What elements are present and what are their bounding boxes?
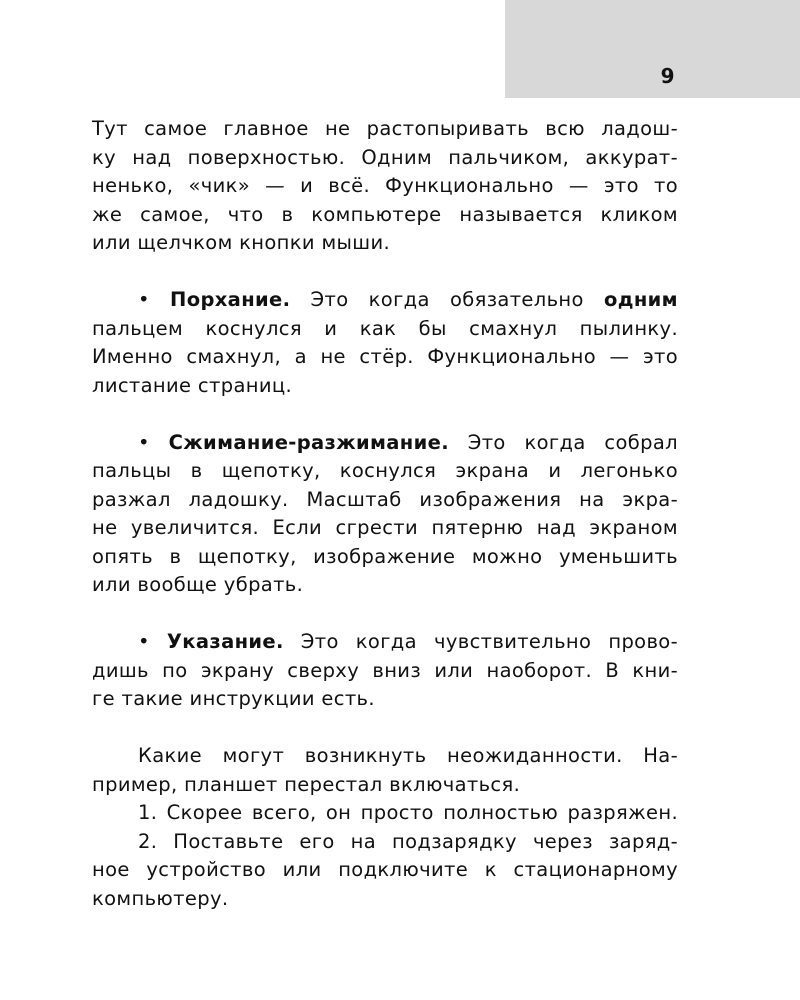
swipe-term: Порхание. [170,288,291,311]
step-line: компьютеру. [92,886,229,910]
swipe-line: пальцем коснулся и как бы смахнул пылинку. [92,316,678,340]
intro-line: ненько, «чик» — и всё. Функционально — это то [92,174,678,197]
intro-line: Тут самое главное не растопыривать всю ладош- [92,117,678,140]
swipe-bullet-line [92,286,678,315]
bullet-marker: • [138,630,150,653]
step-line: ное устройство или подключите к стационарному [92,858,678,881]
surprises-line: пример, планшет перестал включаться. [92,772,521,796]
pinch-bullet-line [92,429,678,458]
page-body [92,115,678,913]
bullet-marker: • [138,430,150,454]
swipe-line: Именно смахнул, а не стёр. Функционально — это [92,345,678,368]
point-bullet-line [92,628,678,657]
point-line: дишь по экрану сверху вниз или наоборот. В кни- [92,658,678,682]
intro-line: же самое, что в компьютере называется кликом [92,202,678,226]
swipe-line: листание страниц. [92,373,293,397]
point-term: Указание. [166,630,284,653]
pinch-line: не увеличится. Если сгрести пятерню над экраном [92,516,678,539]
page-header-band [505,0,800,98]
swipe-text: Это когда обязательно [310,288,584,311]
intro-line: или щелчком кнопки мыши. [92,231,391,254]
surprises-line: Какие могут возникнуть неожиданности. На- [138,744,678,767]
point-line: ге такие инструкции есть. [92,687,375,710]
step-line: 1. Скорее всего, он просто полностью разряжен. [138,801,678,824]
pinch-line: разжал ладошку. Масштаб изображения на экра- [92,487,678,511]
swipe-emphasis: одним [603,288,678,311]
point-text: Это когда чувствительно прово- [300,630,678,653]
pinch-line: опять в щепотку, изображение можно уменьшить [92,544,678,568]
pinch-term: Сжимание-разжимание. [168,430,449,454]
step-line: 2. Поставьте его на подзарядку через заряд- [138,829,678,853]
pinch-text: Это когда собрал [467,430,678,454]
intro-line: ку над поверхностью. Одним пальчиком, аккурат- [92,145,678,169]
pinch-line: или вообще убрать. [92,573,304,596]
bullet-marker: • [138,288,150,311]
page-number: 9 [660,64,675,88]
pinch-line: пальцы в щепотку, коснулся экрана и легонько [92,459,678,482]
